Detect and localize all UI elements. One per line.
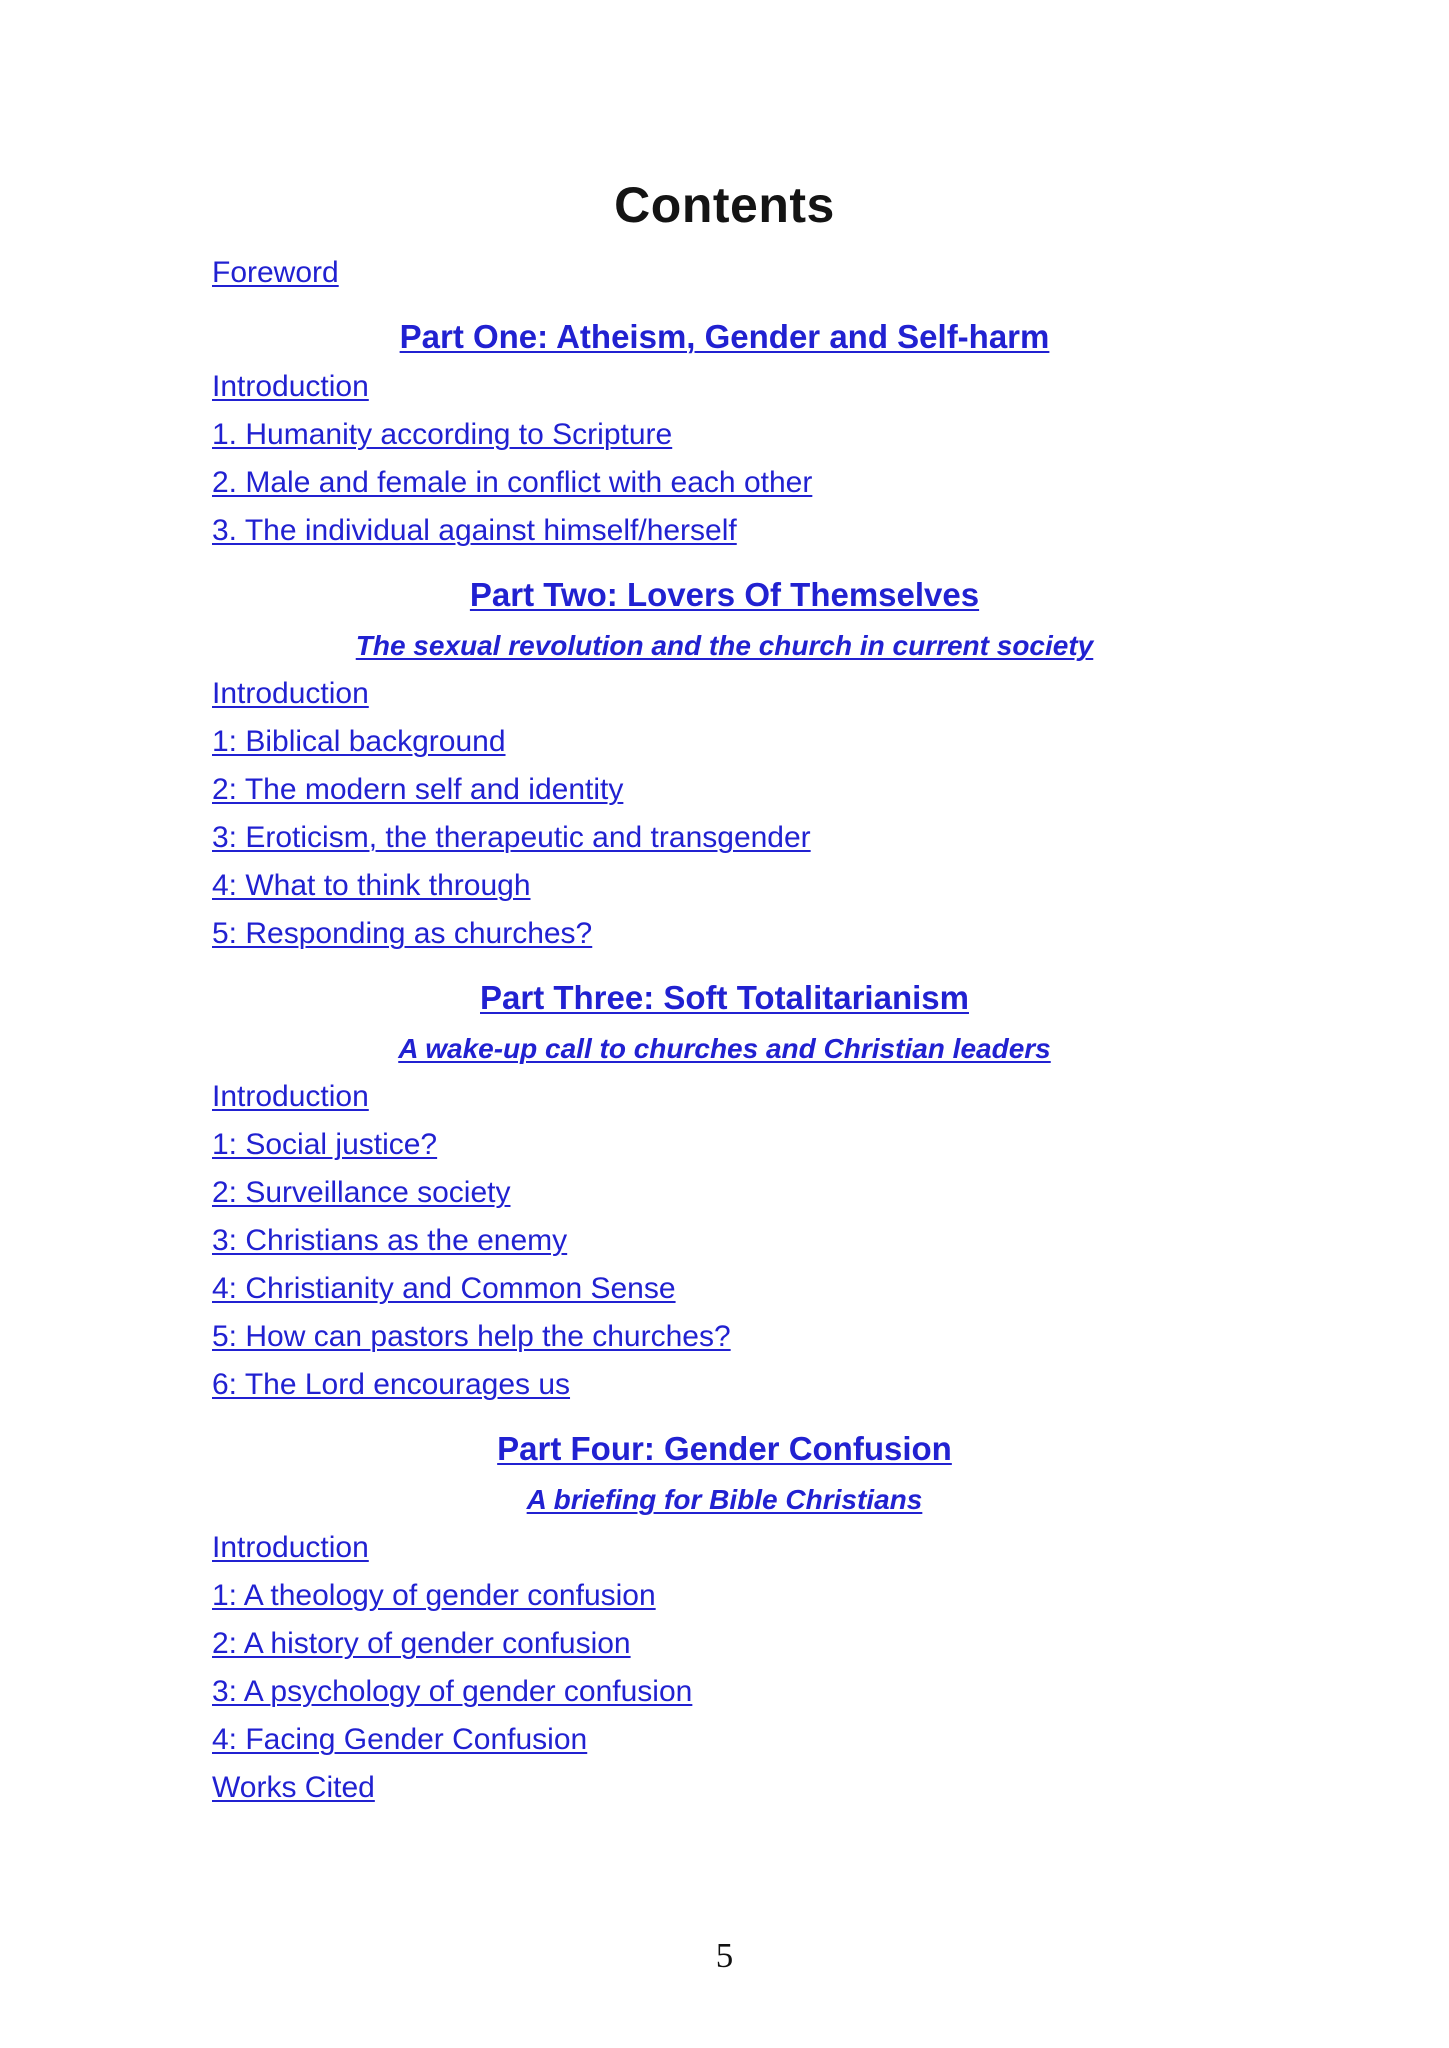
toc-row bbox=[212, 1369, 1237, 1400]
toc-link-p1-humanity-scripture[interactable]: 1. Humanity according to Scripture bbox=[212, 418, 673, 451]
toc-row bbox=[212, 678, 1237, 709]
toc-link-p4-theology-gender-confusion[interactable]: 1: A theology of gender confusion bbox=[212, 1579, 656, 1612]
toc-row bbox=[212, 1273, 1237, 1304]
part-three-heading bbox=[212, 981, 1237, 1015]
toc-link-foreword[interactable]: Foreword bbox=[212, 256, 339, 289]
toc-link-p2-modern-self-identity[interactable]: 2: The modern self and identity bbox=[212, 773, 624, 806]
toc-row bbox=[212, 918, 1237, 949]
toc-row bbox=[212, 1225, 1237, 1256]
toc-row bbox=[212, 419, 1237, 450]
toc-link-p3-introduction[interactable]: Introduction bbox=[212, 1080, 369, 1113]
toc-row bbox=[212, 870, 1237, 901]
toc-row bbox=[212, 1628, 1237, 1659]
toc-link-p1-male-female-conflict[interactable]: 2. Male and female in conflict with each other bbox=[212, 466, 813, 499]
toc-row bbox=[212, 726, 1237, 757]
toc-link-p3-pastors-help-churches[interactable]: 5: How can pastors help the churches? bbox=[212, 1320, 731, 1353]
toc-link-p3-lord-encourages-us[interactable]: 6: The Lord encourages us bbox=[212, 1368, 571, 1401]
toc-link-p3-social-justice[interactable]: 1: Social justice? bbox=[212, 1128, 438, 1161]
toc-link-p4-psychology-gender-confusion[interactable]: 3: A psychology of gender confusion bbox=[212, 1675, 693, 1708]
toc-link-p3-surveillance-society[interactable]: 2: Surveillance society bbox=[212, 1176, 511, 1209]
toc-link-p2-what-to-think-through[interactable]: 4: What to think through bbox=[212, 869, 531, 902]
toc-link-p3-christianity-common-sense[interactable]: 4: Christianity and Common Sense bbox=[212, 1272, 676, 1305]
toc-row-works-cited bbox=[212, 1772, 1237, 1803]
toc-row bbox=[212, 1724, 1237, 1755]
part-three-heading-link[interactable]: Part Three: Soft Totalitarianism bbox=[480, 979, 969, 1016]
part-two-heading bbox=[212, 578, 1237, 612]
toc-link-p4-history-gender-confusion[interactable]: 2: A history of gender confusion bbox=[212, 1627, 631, 1660]
toc-link-p2-introduction[interactable]: Introduction bbox=[212, 677, 369, 710]
toc-row bbox=[212, 774, 1237, 805]
page-number: 5 bbox=[715, 1936, 734, 1975]
toc-link-works-cited[interactable]: Works Cited bbox=[212, 1771, 375, 1804]
toc-row bbox=[212, 1321, 1237, 1352]
toc-link-p2-biblical-background[interactable]: 1: Biblical background bbox=[212, 725, 506, 758]
part-three-subtitle-link[interactable]: A wake-up call to churches and Christian leaders bbox=[398, 1033, 1051, 1064]
toc-row bbox=[212, 1676, 1237, 1707]
toc-link-p1-individual-against-self[interactable]: 3. The individual against himself/herself bbox=[212, 514, 737, 547]
part-one-heading-link[interactable]: Part One: Atheism, Gender and Self-harm bbox=[399, 318, 1050, 355]
toc-row bbox=[212, 1081, 1237, 1112]
toc-link-p4-introduction[interactable]: Introduction bbox=[212, 1531, 369, 1564]
toc-row bbox=[212, 1532, 1237, 1563]
toc-link-p2-eroticism-therapeutic[interactable]: 3: Eroticism, the therapeutic and transgender bbox=[212, 821, 811, 854]
toc-content bbox=[0, 178, 1449, 1803]
part-two-heading-link[interactable]: Part Two: Lovers Of Themselves bbox=[469, 576, 980, 613]
toc-row bbox=[212, 1177, 1237, 1208]
toc-row bbox=[212, 1129, 1237, 1160]
toc-link-p3-christians-as-enemy[interactable]: 3: Christians as the enemy bbox=[212, 1224, 568, 1257]
part-four-heading bbox=[212, 1432, 1237, 1466]
toc-row bbox=[212, 467, 1237, 498]
toc-row bbox=[212, 1580, 1237, 1611]
toc-row-foreword bbox=[212, 257, 1237, 288]
toc-link-p1-introduction[interactable]: Introduction bbox=[212, 370, 369, 403]
part-two-subtitle-link[interactable]: The sexual revolution and the church in current society bbox=[355, 630, 1094, 661]
part-four-subtitle bbox=[212, 1485, 1237, 1515]
toc-row bbox=[212, 822, 1237, 853]
part-four-heading-link[interactable]: Part Four: Gender Confusion bbox=[497, 1430, 952, 1467]
toc-link-p2-responding-as-churches[interactable]: 5: Responding as churches? bbox=[212, 917, 593, 950]
part-three-subtitle bbox=[212, 1034, 1237, 1064]
toc-row bbox=[212, 515, 1237, 546]
toc-link-p4-facing-gender-confusion[interactable]: 4: Facing Gender Confusion bbox=[212, 1723, 588, 1756]
part-one-heading bbox=[212, 320, 1237, 354]
part-four-subtitle-link[interactable]: A briefing for Bible Christians bbox=[526, 1484, 923, 1515]
page-title: Contents bbox=[614, 177, 835, 233]
part-two-subtitle bbox=[212, 631, 1237, 661]
toc-row bbox=[212, 371, 1237, 402]
